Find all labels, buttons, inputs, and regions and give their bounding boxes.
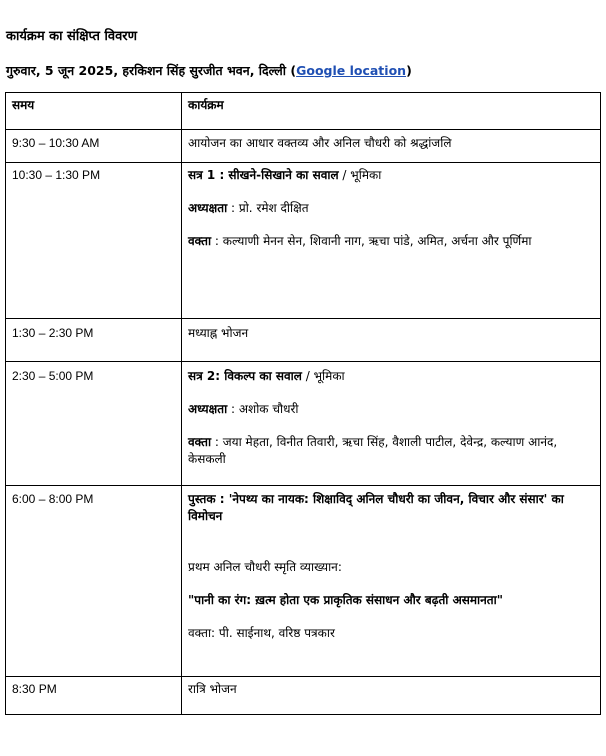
book-launch: पुस्तक : 'नेपथ्य का नायक: शिक्षाविद् अनिल चौधरी का जीवन, विचार और संसार' का विमोचन <box>188 492 564 523</box>
document-title: कार्यक्रम का संक्षिप्त विवरण <box>6 29 138 44</box>
table-row <box>6 163 601 319</box>
table-row <box>6 130 601 163</box>
row-program: आयोजन का आधार वक्तव्य और अनिल चौधरी को श्रद्धांजलि <box>182 130 601 163</box>
date-venue-line <box>6 62 412 79</box>
google-location-link[interactable]: Google location <box>296 63 407 78</box>
date-venue-close: ) <box>406 63 412 78</box>
chair-name: : प्रो. रमेश दीक्षित <box>227 201 309 215</box>
speakers-list: : जया मेहता, विनीत तिवारी, ऋचा सिंह, वैशाली पाटील, देवेन्द्र, कल्याण आनंद, केसकली <box>188 435 558 466</box>
memorial-lecture: प्रथम अनिल चौधरी स्मृति व्याख्यान: <box>188 560 342 574</box>
session-name: सत्र 1 : सीखने-सिखाने का सवाल <box>188 168 339 182</box>
session-speakers <box>188 233 594 250</box>
session-title <box>188 167 594 184</box>
session-speakers <box>188 434 594 468</box>
chair-label: अध्यक्षता <box>188 201 228 215</box>
row-time: 8:30 PM <box>6 677 182 715</box>
table-header-row <box>6 93 601 130</box>
speakers-label: वक्ता <box>188 435 212 449</box>
row-program <box>182 163 601 319</box>
session-title <box>188 368 594 385</box>
table-row <box>6 677 601 715</box>
row-time: 2:30 – 5:00 PM <box>6 362 182 486</box>
table-row <box>6 319 601 362</box>
row-program <box>182 486 601 677</box>
header-time: समय <box>6 93 182 130</box>
row-program: रात्रि भोजन <box>182 677 601 715</box>
schedule-table <box>5 92 601 715</box>
speakers-list: : कल्याणी मेनन सेन, शिवानी नाग, ऋचा पांडे, अमित, अर्चना और पूर्णिमा <box>211 234 532 248</box>
session-suffix: / भूमिका <box>301 369 345 383</box>
lecture-speaker: वक्ता: पी. साईनाथ, वरिष्ठ पत्रकार <box>188 626 335 640</box>
lecture-title: "पानी का रंग: ख़त्म होता एक प्राकृतिक संसाधन और बढ़ती असमानता" <box>188 593 504 607</box>
chair-label: अध्यक्षता <box>188 402 228 416</box>
row-time: 6:00 – 8:00 PM <box>6 486 182 677</box>
session-name: सत्र 2: विकल्प का सवाल <box>188 369 302 383</box>
row-time: 10:30 – 1:30 PM <box>6 163 182 319</box>
speakers-label: वक्ता <box>188 234 212 248</box>
row-time: 9:30 – 10:30 AM <box>6 130 182 163</box>
session-chair <box>188 401 594 418</box>
header-program: कार्यक्रम <box>182 93 601 130</box>
session-chair <box>188 200 594 217</box>
row-program: मध्याह्न भोजन <box>182 319 601 362</box>
session-suffix: / भूमिका <box>338 168 382 182</box>
row-time: 1:30 – 2:30 PM <box>6 319 182 362</box>
table-row <box>6 362 601 486</box>
row-program <box>182 362 601 486</box>
table-row <box>6 486 601 677</box>
chair-name: : अशोक चौधरी <box>227 402 299 416</box>
date-venue-text: गुरुवार, 5 जून 2025, हरकिशन सिंह सुरजीत भवन, दिल्ली ( <box>6 63 297 78</box>
